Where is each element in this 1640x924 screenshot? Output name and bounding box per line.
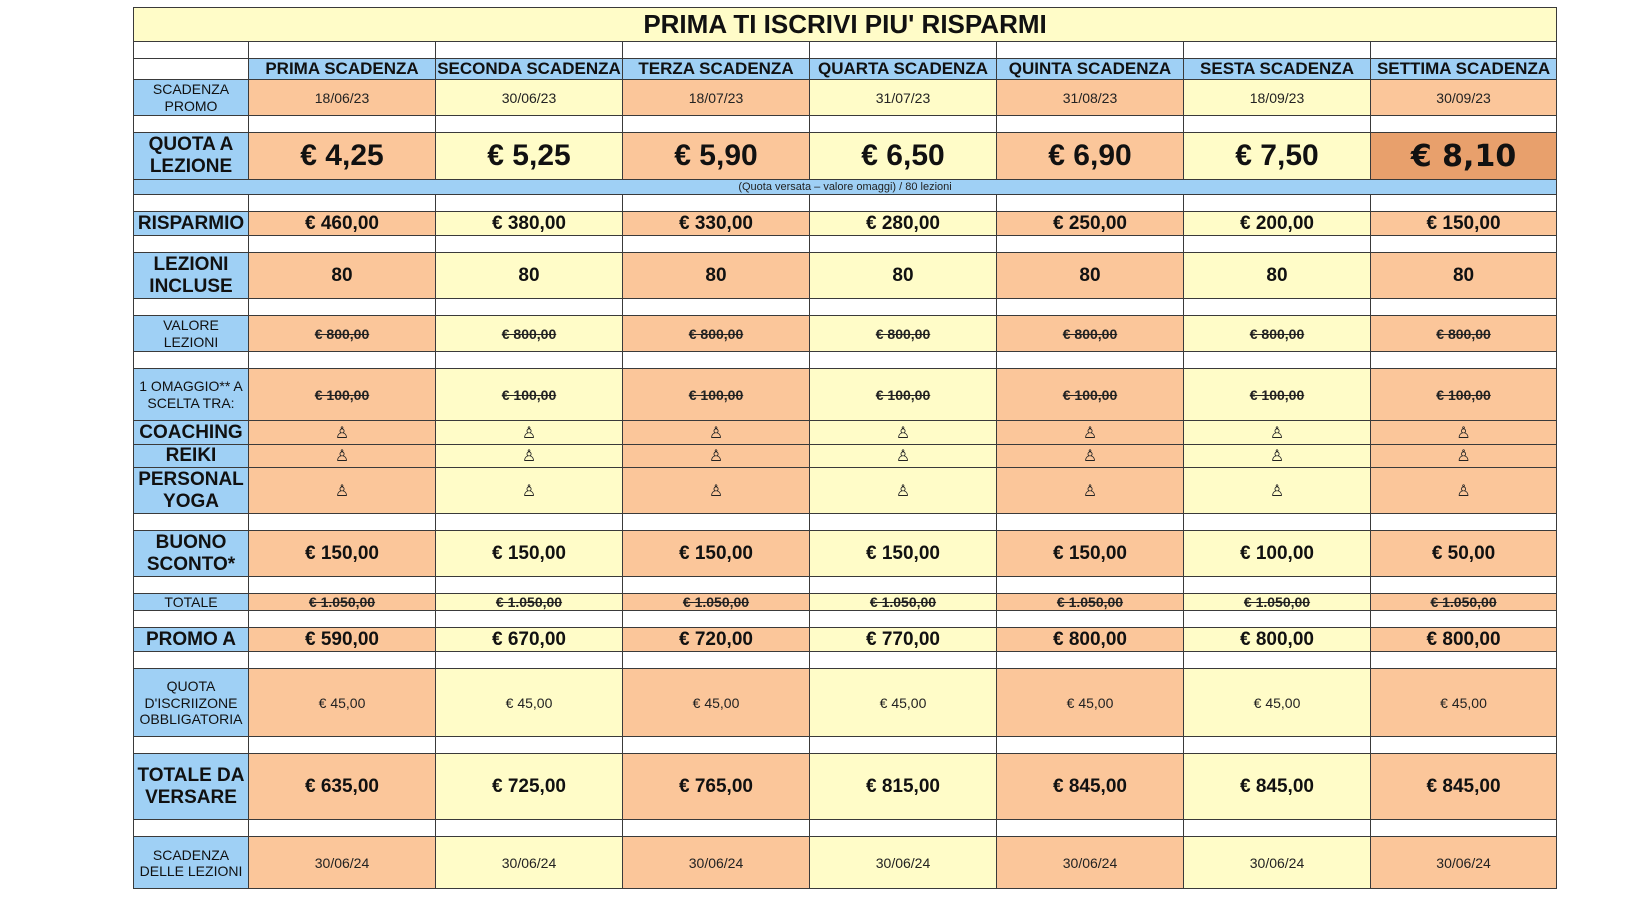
value-cell: 80 bbox=[436, 253, 623, 299]
column-header: SETTIMA SCADENZA bbox=[1371, 59, 1557, 80]
spacer-row bbox=[134, 737, 1557, 754]
value-cell: 80 bbox=[1371, 253, 1557, 299]
value-cell: € 770,00 bbox=[810, 628, 997, 652]
gift-icon: ♙ bbox=[1082, 448, 1098, 465]
value-cell: 31/08/23 bbox=[997, 80, 1184, 116]
row-label-personal-yoga: PERSONAL YOGA bbox=[134, 468, 249, 514]
row-quota bbox=[134, 133, 1557, 180]
value-cell: € 100,00 bbox=[249, 369, 436, 421]
value-cell: € 1.050,00 bbox=[810, 594, 997, 611]
value-cell: € 635,00 bbox=[249, 754, 436, 820]
value-cell: 18/06/23 bbox=[249, 80, 436, 116]
value-cell: 30/06/24 bbox=[249, 837, 436, 889]
gift-cell bbox=[436, 445, 623, 468]
value-cell: € 7,50 bbox=[1184, 133, 1371, 180]
value-cell: € 150,00 bbox=[249, 531, 436, 577]
value-cell: € 720,00 bbox=[623, 628, 810, 652]
gift-icon: ♙ bbox=[521, 424, 537, 442]
value-cell: € 100,00 bbox=[623, 369, 810, 421]
gift-icon: ♙ bbox=[334, 482, 350, 500]
value-cell: € 150,00 bbox=[623, 531, 810, 577]
spacer-row bbox=[134, 116, 1557, 133]
value-cell: € 150,00 bbox=[810, 531, 997, 577]
gift-icon: ♙ bbox=[1269, 482, 1285, 500]
value-cell: € 45,00 bbox=[810, 669, 997, 737]
gift-icon: ♙ bbox=[334, 424, 350, 442]
value-cell: € 800,00 bbox=[1371, 628, 1557, 652]
row-label-totale: TOTALE bbox=[134, 594, 249, 611]
value-cell: 80 bbox=[623, 253, 810, 299]
gift-icon: ♙ bbox=[1082, 424, 1098, 442]
promo-pricing-table bbox=[133, 7, 1557, 889]
value-cell: 30/06/24 bbox=[436, 837, 623, 889]
row-promo-a bbox=[134, 628, 1557, 652]
row-omaggio bbox=[134, 369, 1557, 421]
gift-icon: ♙ bbox=[1269, 424, 1285, 442]
gift-icon: ♙ bbox=[521, 448, 537, 465]
value-cell: € 6,50 bbox=[810, 133, 997, 180]
value-cell: € 100,00 bbox=[1184, 369, 1371, 421]
value-cell: € 460,00 bbox=[249, 212, 436, 236]
row-scadenza-promo bbox=[134, 80, 1557, 116]
value-cell: € 1.050,00 bbox=[1371, 594, 1557, 611]
value-cell: 30/06/23 bbox=[436, 80, 623, 116]
value-cell: € 150,00 bbox=[1371, 212, 1557, 236]
value-cell: € 4,25 bbox=[249, 133, 436, 180]
gift-icon: ♙ bbox=[895, 448, 911, 465]
gift-cell bbox=[623, 421, 810, 445]
row-totale bbox=[134, 594, 1557, 611]
value-cell: 30/06/24 bbox=[810, 837, 997, 889]
row-reiki bbox=[134, 445, 1557, 468]
spacer-row bbox=[134, 611, 1557, 628]
value-cell: € 45,00 bbox=[1184, 669, 1371, 737]
gift-icon: ♙ bbox=[1082, 482, 1098, 500]
gift-icon: ♙ bbox=[521, 482, 537, 500]
value-cell: € 800,00 bbox=[1184, 316, 1371, 352]
gift-cell bbox=[810, 468, 997, 514]
value-cell: € 5,25 bbox=[436, 133, 623, 180]
row-label-promo-a: PROMO A bbox=[134, 628, 249, 652]
value-cell: € 800,00 bbox=[1184, 628, 1371, 652]
gift-cell bbox=[249, 445, 436, 468]
row-risparmio bbox=[134, 212, 1557, 236]
gift-icon: ♙ bbox=[1456, 482, 1471, 500]
value-cell: € 725,00 bbox=[436, 754, 623, 820]
value-cell: € 100,00 bbox=[810, 369, 997, 421]
value-cell: € 800,00 bbox=[1371, 316, 1557, 352]
value-cell: 30/06/24 bbox=[1184, 837, 1371, 889]
value-cell: € 800,00 bbox=[436, 316, 623, 352]
value-cell: € 150,00 bbox=[997, 531, 1184, 577]
gift-icon: ♙ bbox=[895, 482, 911, 500]
row-label-coaching: COACHING bbox=[134, 421, 249, 445]
spacer-row bbox=[134, 652, 1557, 669]
row-label-quota-iscrizione: QUOTA D'ISCRIIZONE OBBLIGATORIA bbox=[134, 669, 249, 737]
spacer-row bbox=[134, 514, 1557, 531]
gift-icon: ♙ bbox=[708, 482, 724, 500]
value-cell: 30/06/24 bbox=[1371, 837, 1557, 889]
value-cell: 80 bbox=[810, 253, 997, 299]
value-cell: € 100,00 bbox=[1371, 369, 1557, 421]
gift-cell bbox=[1184, 468, 1371, 514]
value-cell: € 8,10 bbox=[1371, 133, 1557, 180]
value-cell: 80 bbox=[997, 253, 1184, 299]
gift-cell bbox=[810, 445, 997, 468]
value-cell: € 50,00 bbox=[1371, 531, 1557, 577]
value-cell: € 1.050,00 bbox=[997, 594, 1184, 611]
value-cell: € 815,00 bbox=[810, 754, 997, 820]
row-label-omaggio: 1 OMAGGIO** A SCELTA TRA: bbox=[134, 369, 249, 421]
gift-icon: ♙ bbox=[708, 424, 724, 442]
spacer-row bbox=[134, 577, 1557, 594]
value-cell: € 845,00 bbox=[1184, 754, 1371, 820]
value-cell: € 800,00 bbox=[249, 316, 436, 352]
column-header: TERZA SCADENZA bbox=[623, 59, 810, 80]
value-cell: € 5,90 bbox=[623, 133, 810, 180]
column-header: PRIMA SCADENZA bbox=[249, 59, 436, 80]
value-cell: 18/09/23 bbox=[1184, 80, 1371, 116]
value-cell: 80 bbox=[249, 253, 436, 299]
value-cell: 30/09/23 bbox=[1371, 80, 1557, 116]
row-coaching bbox=[134, 421, 1557, 445]
value-cell: € 800,00 bbox=[997, 628, 1184, 652]
value-cell: € 45,00 bbox=[436, 669, 623, 737]
gift-icon: ♙ bbox=[1456, 448, 1471, 465]
row-label-scadenza-promo: SCADENZA PROMO bbox=[134, 80, 249, 116]
row-buono-sconto bbox=[134, 531, 1557, 577]
gift-cell bbox=[997, 445, 1184, 468]
gift-icon: ♙ bbox=[708, 448, 724, 465]
spacer-row bbox=[134, 195, 1557, 212]
gift-cell bbox=[997, 468, 1184, 514]
spacer-row bbox=[134, 352, 1557, 369]
value-cell: 31/07/23 bbox=[810, 80, 997, 116]
spacer-row bbox=[134, 299, 1557, 316]
row-label-risparmio: RISPARMIO bbox=[134, 212, 249, 236]
row-quota-iscrizione bbox=[134, 669, 1557, 737]
gift-cell bbox=[623, 468, 810, 514]
gift-cell bbox=[436, 468, 623, 514]
row-lezioni-incluse bbox=[134, 253, 1557, 299]
value-cell: € 150,00 bbox=[436, 531, 623, 577]
spacer-row bbox=[134, 42, 1557, 59]
gift-cell bbox=[623, 445, 810, 468]
spacer-row bbox=[134, 820, 1557, 837]
gift-cell bbox=[810, 421, 997, 445]
row-label-valore-lezioni: VALORE LEZIONI bbox=[134, 316, 249, 352]
column-header-row bbox=[134, 59, 1557, 80]
spacer-row bbox=[134, 236, 1557, 253]
row-totale-da-versare bbox=[134, 754, 1557, 820]
gift-cell bbox=[997, 421, 1184, 445]
value-cell: € 6,90 bbox=[997, 133, 1184, 180]
value-cell: € 800,00 bbox=[997, 316, 1184, 352]
row-valore-lezioni bbox=[134, 316, 1557, 352]
column-header: SESTA SCADENZA bbox=[1184, 59, 1371, 80]
value-cell: € 100,00 bbox=[436, 369, 623, 421]
gift-cell bbox=[1184, 445, 1371, 468]
row-personal-yoga bbox=[134, 468, 1557, 514]
gift-cell bbox=[436, 421, 623, 445]
row-label-quota: QUOTA A LEZIONE bbox=[134, 133, 249, 180]
row-label-buono-sconto: BUONO SCONTO* bbox=[134, 531, 249, 577]
row-label-lezioni-incluse: LEZIONI INCLUSE bbox=[134, 253, 249, 299]
gift-icon: ♙ bbox=[895, 424, 911, 442]
value-cell: € 800,00 bbox=[623, 316, 810, 352]
gift-icon: ♙ bbox=[1269, 448, 1285, 465]
value-cell: € 590,00 bbox=[249, 628, 436, 652]
gift-icon: ♙ bbox=[1456, 424, 1471, 442]
row-label-reiki: REIKI bbox=[134, 445, 249, 468]
gift-cell bbox=[1371, 421, 1557, 445]
formula-note: (Quota versata – valore omaggi) / 80 lezioni bbox=[134, 180, 1557, 195]
value-cell: € 200,00 bbox=[1184, 212, 1371, 236]
value-cell: € 1.050,00 bbox=[623, 594, 810, 611]
gift-cell bbox=[249, 468, 436, 514]
value-cell: € 250,00 bbox=[997, 212, 1184, 236]
value-cell: € 45,00 bbox=[623, 669, 810, 737]
row-scadenza-lezioni bbox=[134, 837, 1557, 889]
gift-cell bbox=[249, 421, 436, 445]
value-cell: € 100,00 bbox=[1184, 531, 1371, 577]
column-header: QUINTA SCADENZA bbox=[997, 59, 1184, 80]
formula-note-row bbox=[134, 180, 1557, 195]
value-cell: € 765,00 bbox=[623, 754, 810, 820]
table-title: PRIMA TI ISCRIVI PIU' RISPARMI bbox=[134, 8, 1557, 42]
value-cell: € 1.050,00 bbox=[249, 594, 436, 611]
value-cell: € 45,00 bbox=[997, 669, 1184, 737]
value-cell: € 845,00 bbox=[997, 754, 1184, 820]
title-row bbox=[134, 8, 1557, 42]
value-cell: € 380,00 bbox=[436, 212, 623, 236]
gift-cell bbox=[1184, 421, 1371, 445]
value-cell: € 670,00 bbox=[436, 628, 623, 652]
value-cell: € 45,00 bbox=[1371, 669, 1557, 737]
value-cell: € 845,00 bbox=[1371, 754, 1557, 820]
value-cell: 18/07/23 bbox=[623, 80, 810, 116]
gift-cell bbox=[1371, 468, 1557, 514]
value-cell: € 100,00 bbox=[997, 369, 1184, 421]
column-header: QUARTA SCADENZA bbox=[810, 59, 997, 80]
column-header: SECONDA SCADENZA bbox=[437, 59, 621, 78]
corner-cell bbox=[134, 59, 249, 80]
gift-cell bbox=[1371, 445, 1557, 468]
value-cell: 30/06/24 bbox=[997, 837, 1184, 889]
value-cell: € 45,00 bbox=[249, 669, 436, 737]
value-cell: € 1.050,00 bbox=[1184, 594, 1371, 611]
row-label-scadenza-lezioni: SCADENZA DELLE LEZIONI bbox=[134, 837, 249, 889]
value-cell: 30/06/24 bbox=[623, 837, 810, 889]
gift-icon: ♙ bbox=[334, 448, 350, 465]
row-label-totale-da-versare: TOTALE DA VERSARE bbox=[134, 754, 249, 820]
value-cell: € 1.050,00 bbox=[436, 594, 623, 611]
value-cell: € 800,00 bbox=[810, 316, 997, 352]
value-cell: € 330,00 bbox=[623, 212, 810, 236]
value-cell: € 280,00 bbox=[810, 212, 997, 236]
value-cell: 80 bbox=[1184, 253, 1371, 299]
